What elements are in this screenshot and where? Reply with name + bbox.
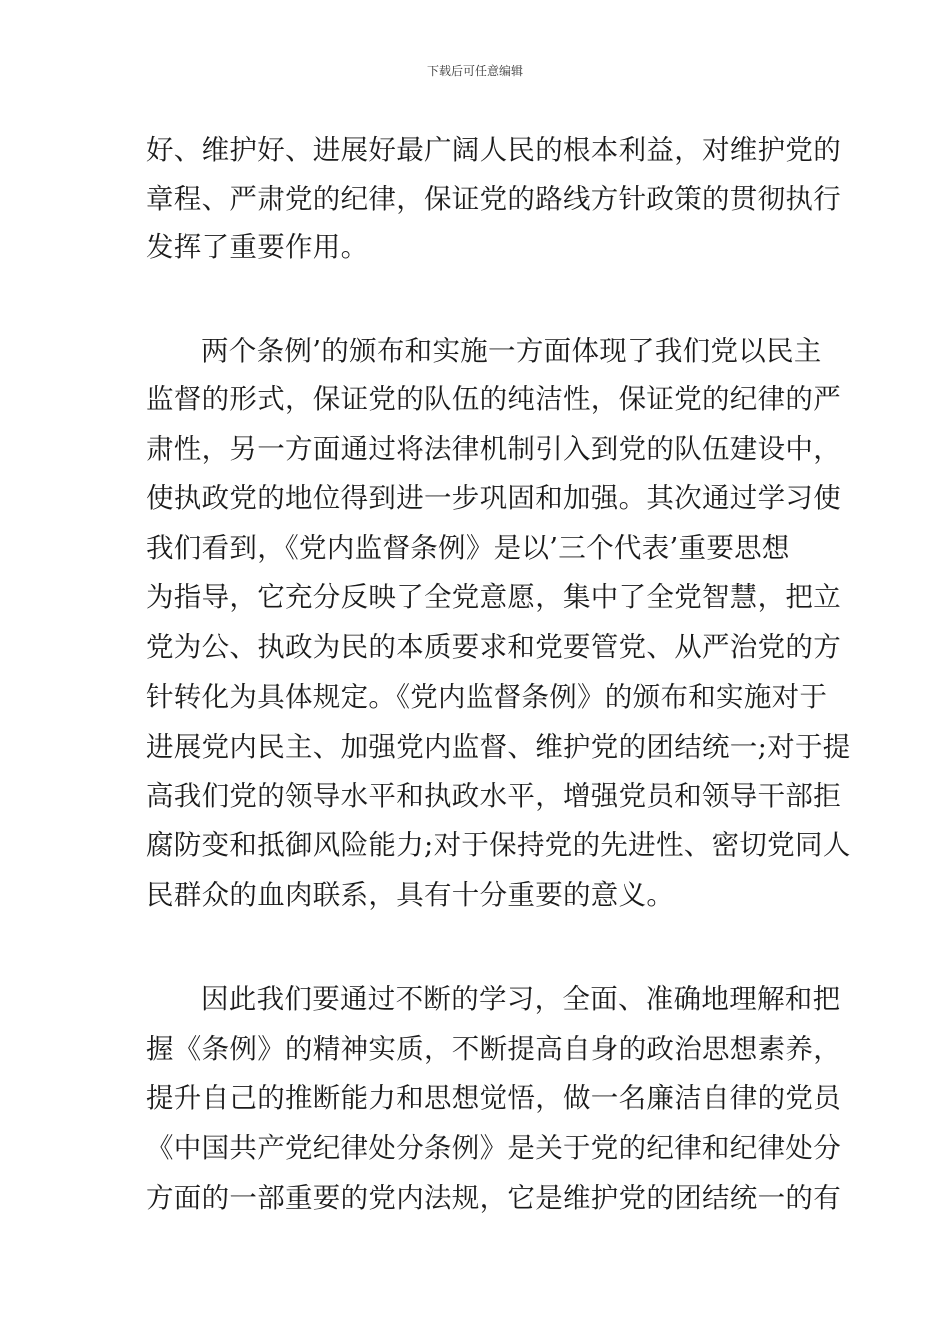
paragraph-2-line-12: 民群众的血肉联系，具有十分重要的意义。 (146, 879, 675, 911)
paragraph-3-line-3: 提升自己的推断能力和思想觉悟，做一名廉洁自律的党员 (146, 1082, 841, 1114)
paragraph-3-line-5: 方面的一部重要的党内法规，它是维护党的团结统一的有 (146, 1182, 841, 1214)
paragraph-1-line-2: 章程、严肃党的纪律，保证党的路线方针政策的贯彻执行 (146, 183, 841, 215)
paragraph-2-line-7: 党为公、执政为民的本质要求和党要管党、从严治党的方 (146, 631, 841, 663)
paragraph-2-line-5: 我们看到，《党内监督条例》是以’三个代表’重要思想 (146, 532, 790, 564)
paragraph-3-line-1: 因此我们要通过不断的学习，全面、准确地理解和把 (201, 983, 841, 1015)
paragraph-2-line-1: 两个条例’的颁布和实施一方面体现了我们党以民主 (201, 335, 822, 367)
paragraph-2-line-6: 为指导，它充分反映了全党意愿，集中了全党智慧，把立 (146, 581, 841, 613)
paragraph-2-line-3: 肃性，另一方面通过将法律机制引入到党的队伍建设中， (146, 433, 841, 465)
page-header: 下载后可任意编辑 (426, 64, 523, 78)
paragraph-2-line-2: 监督的形式，保证党的队伍的纯洁性，保证党的纪律的严 (146, 383, 841, 415)
paragraph-2-line-11: 腐防变和抵御风险能力;对于保持党的先进性、密切党同人 (146, 829, 851, 861)
paragraph-1-line-1: 好、维护好、进展好最广阔人民的根本利益，对维护党的 (146, 134, 841, 166)
paragraph-2-line-9: 进展党内民主、加强党内监督、维护党的团结统一;对于提 (146, 731, 851, 763)
paragraph-2-line-4: 使执政党的地位得到进一步巩固和加强。其次通过学习使 (146, 482, 841, 514)
paragraph-3-line-4: 《中国共产党纪律处分条例》是关于党的纪律和纪律处分 (146, 1132, 841, 1164)
paragraph-2-line-8: 针转化为具体规定。《党内监督条例》的颁布和实施对于 (146, 681, 828, 713)
paragraph-2-line-10: 高我们党的领导水平和执政水平，增强党员和领导干部拒 (146, 780, 841, 812)
paragraph-1-line-3: 发挥了重要作用。 (146, 231, 369, 263)
paragraph-3-line-2: 握《条例》的精神实质，不断提高自身的政治思想素养， (146, 1033, 841, 1065)
